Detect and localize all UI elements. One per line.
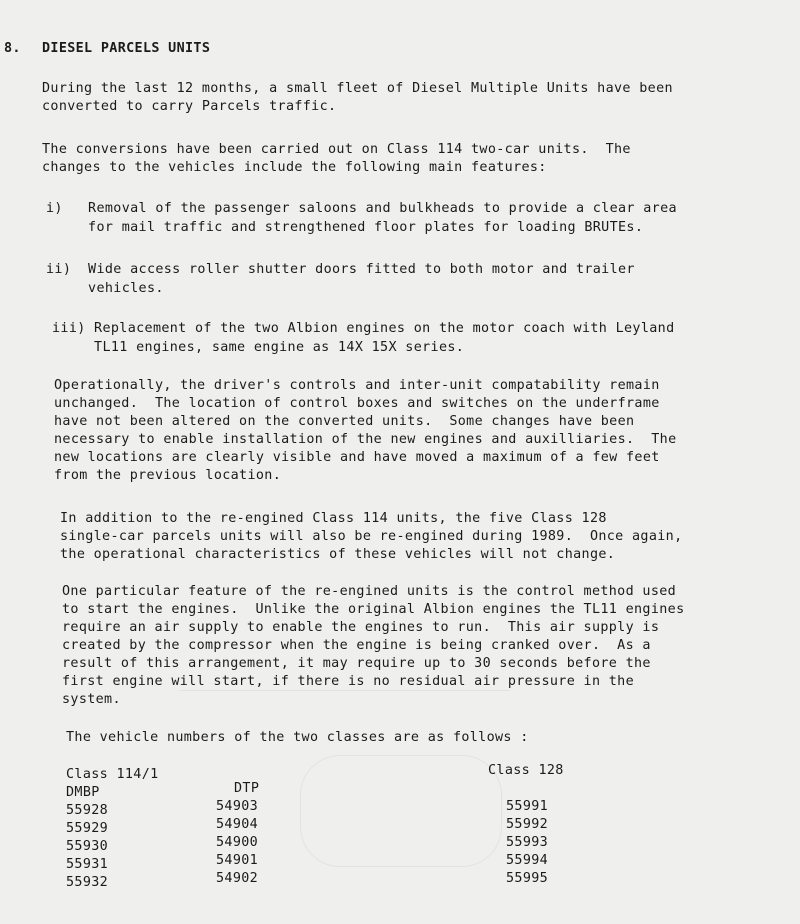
class128-number: 55995 bbox=[506, 871, 549, 886]
intro-line: converted to carry Parcels traffic. bbox=[42, 99, 337, 114]
class128-line: In addition to the re-engined Class 114 units, the five Class 128 bbox=[60, 511, 607, 526]
dtp-number: 54904 bbox=[216, 817, 259, 832]
dmbp-number: 55930 bbox=[66, 839, 109, 854]
class128-line: single-car parcels units will also be re-engined during 1989. Once again, bbox=[60, 529, 683, 544]
conversions-line: changes to the vehicles include the following main features: bbox=[42, 160, 547, 175]
section-number: 8. bbox=[4, 41, 21, 56]
operational-line: Operationally, the driver's controls and inter-unit compatability remain bbox=[54, 378, 660, 393]
operational-line: new locations are clearly visible and have moved a maximum of a few feet bbox=[54, 450, 660, 465]
list-item-ii: vehicles. bbox=[46, 281, 164, 296]
dmbp-number: 55931 bbox=[66, 857, 109, 872]
dmbp-heading: DMBP bbox=[66, 785, 100, 800]
feature-line: system. bbox=[62, 692, 121, 707]
list-item-ii: ii) Wide access roller shutter doors fitted to both motor and trailer bbox=[46, 262, 635, 277]
feature-line: result of this arrangement, it may require up to 30 seconds before the bbox=[62, 656, 651, 671]
class128-number: 55992 bbox=[506, 817, 549, 832]
operational-line: have not been altered on the converted units. Some changes have been bbox=[54, 414, 635, 429]
feature-line: require an air supply to enable the engines to run. This air supply is bbox=[62, 620, 660, 635]
vehicle-numbers-intro: The vehicle numbers of the two classes are as follows : bbox=[66, 730, 529, 745]
class128-number: 55994 bbox=[506, 853, 549, 868]
list-item-i: for mail traffic and strengthened floor plates for loading BRUTEs. bbox=[46, 220, 644, 235]
dtp-number: 54901 bbox=[216, 853, 259, 868]
feature-line: One particular feature of the re-engined units is the control method used bbox=[62, 584, 677, 599]
feature-line: created by the compressor when the engine is being cranked over. As a bbox=[62, 638, 651, 653]
dtp-number: 54903 bbox=[216, 799, 259, 814]
class128-line: the operational characteristics of these vehicles will not change. bbox=[60, 547, 616, 562]
class128-number: 55991 bbox=[506, 799, 549, 814]
conversions-line: The conversions have been carried out on Class 114 two-car units. The bbox=[42, 142, 631, 157]
section-title: DIESEL PARCELS UNITS bbox=[42, 41, 211, 56]
show-through-mark bbox=[300, 755, 502, 867]
feature-line: first engine will start, if there is no residual air pressure in the bbox=[62, 674, 635, 689]
intro-line: During the last 12 months, a small fleet of Diesel Multiple Units have been bbox=[42, 81, 673, 96]
dmbp-number: 55929 bbox=[66, 821, 109, 836]
dtp-number: 54902 bbox=[216, 871, 259, 886]
operational-line: unchanged. The location of control boxes and switches on the underframe bbox=[54, 396, 660, 411]
list-item-iii: TL11 engines, same engine as 14X 15X series. bbox=[52, 340, 465, 355]
dmbp-number: 55928 bbox=[66, 803, 109, 818]
class128-number: 55993 bbox=[506, 835, 549, 850]
class128-heading: Class 128 bbox=[488, 763, 564, 778]
dtp-heading: DTP bbox=[234, 781, 260, 796]
operational-line: necessary to enable installation of the new engines and auxilliaries. The bbox=[54, 432, 677, 447]
list-item-i: i) Removal of the passenger saloons and bulkheads to provide a clear area bbox=[46, 201, 677, 216]
class114-heading: Class 114/1 bbox=[66, 767, 159, 782]
dtp-number: 54900 bbox=[216, 835, 259, 850]
operational-line: from the previous location. bbox=[54, 468, 282, 483]
feature-line: to start the engines. Unlike the original Albion engines the TL11 engines bbox=[62, 602, 685, 617]
list-item-iii: iii) Replacement of the two Albion engines on the motor coach with Leyland bbox=[52, 321, 675, 336]
dmbp-number: 55932 bbox=[66, 875, 109, 890]
